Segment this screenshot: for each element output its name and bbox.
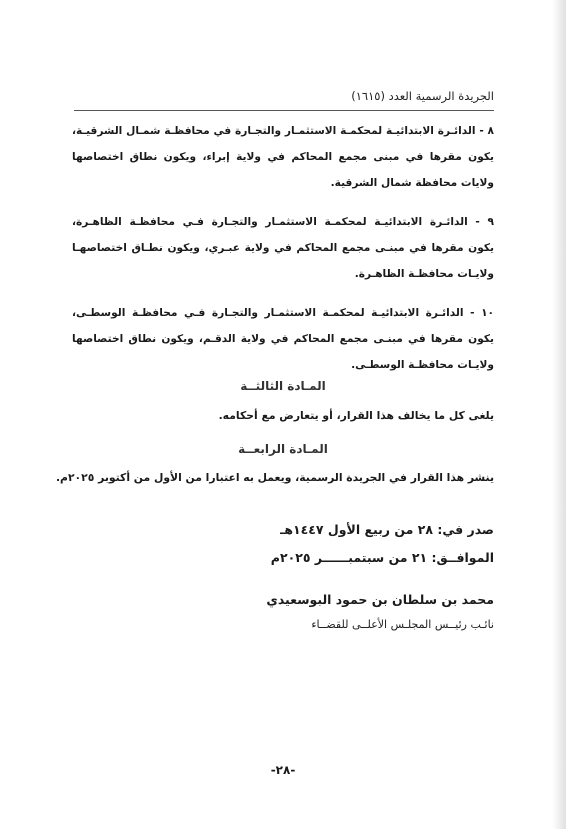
item-line: ولايـات محافظـة الظاهـرة. (354, 268, 494, 280)
article-4-text: ينشر هذا القرار في الجريدة الرسمية، ويعمل به اعتبارا من الأول من أكتوبر ٢٠٢٥م. (55, 471, 494, 484)
gazette-header: الجريدة الرسمية العدد (١٦١٥) (351, 89, 494, 103)
list-item-9 (72, 209, 494, 287)
issue-date-gregorian: الموافــق: ٢١ من سبتمبــــــر ٢٠٢٥م (270, 550, 494, 565)
signer-title: نائـب رئيــس المجلـس الأعلــى للقضــاء (311, 618, 494, 631)
item-line: يكون مقرها في مبنـى مجمع المحاكم في ولاية الدقـم، ويكون نطاق اختصاصها (72, 333, 494, 345)
item-line: ولايـات محافظـة الوسطـى. (351, 359, 494, 371)
issue-date-hijri: صدر في: ٢٨ من ربيع الأول ١٤٤٧هـ (280, 522, 494, 537)
item-line: ٨ - الدائـرة الابتدائيـة لمحكمـة الاستثمـار والتجـارة في محافظـة شمـال الشرقيـة، (72, 125, 494, 137)
item-line: ٩ - الدائـرة الابتدائيـة لمحكمـة الاستثمـار والتجـارة فـي محافظـة الظاهـرة، (72, 216, 494, 228)
item-line: يكون مقرها في مبنـى مجمع المحاكم في ولاية عبـري، ويكون نطـاق اختصاصهـا (72, 242, 494, 254)
signer-name: محمد بن سلطان بن حمود البوسعيدي (266, 592, 494, 607)
article-3-heading: المـادة الثالثــة (240, 379, 326, 393)
court-circuits-list (72, 118, 494, 391)
list-item-10 (72, 300, 494, 378)
article-3-text: يلغى كل ما يخالف هذا القرار، أو يتعارض مع أحكامه. (218, 409, 494, 422)
item-line: يكون مقرها في مبنى مجمع المحاكم في ولاية إبراء، ويكون نطاق اختصاصها (72, 151, 494, 163)
list-item-8 (72, 118, 494, 196)
item-line: ولايات محافظة شمال الشرقية. (330, 177, 494, 189)
item-line: ١٠ - الدائـرة الابتدائيـة لمحكمـة الاستثمـار والتجـارة فـي محافظـة الوسطـى، (72, 307, 494, 319)
header-divider (74, 110, 494, 111)
page-edge-shadow (552, 0, 566, 829)
page-number: -٢٨- (270, 763, 296, 777)
article-4-heading: المـادة الرابعــة (238, 442, 328, 456)
